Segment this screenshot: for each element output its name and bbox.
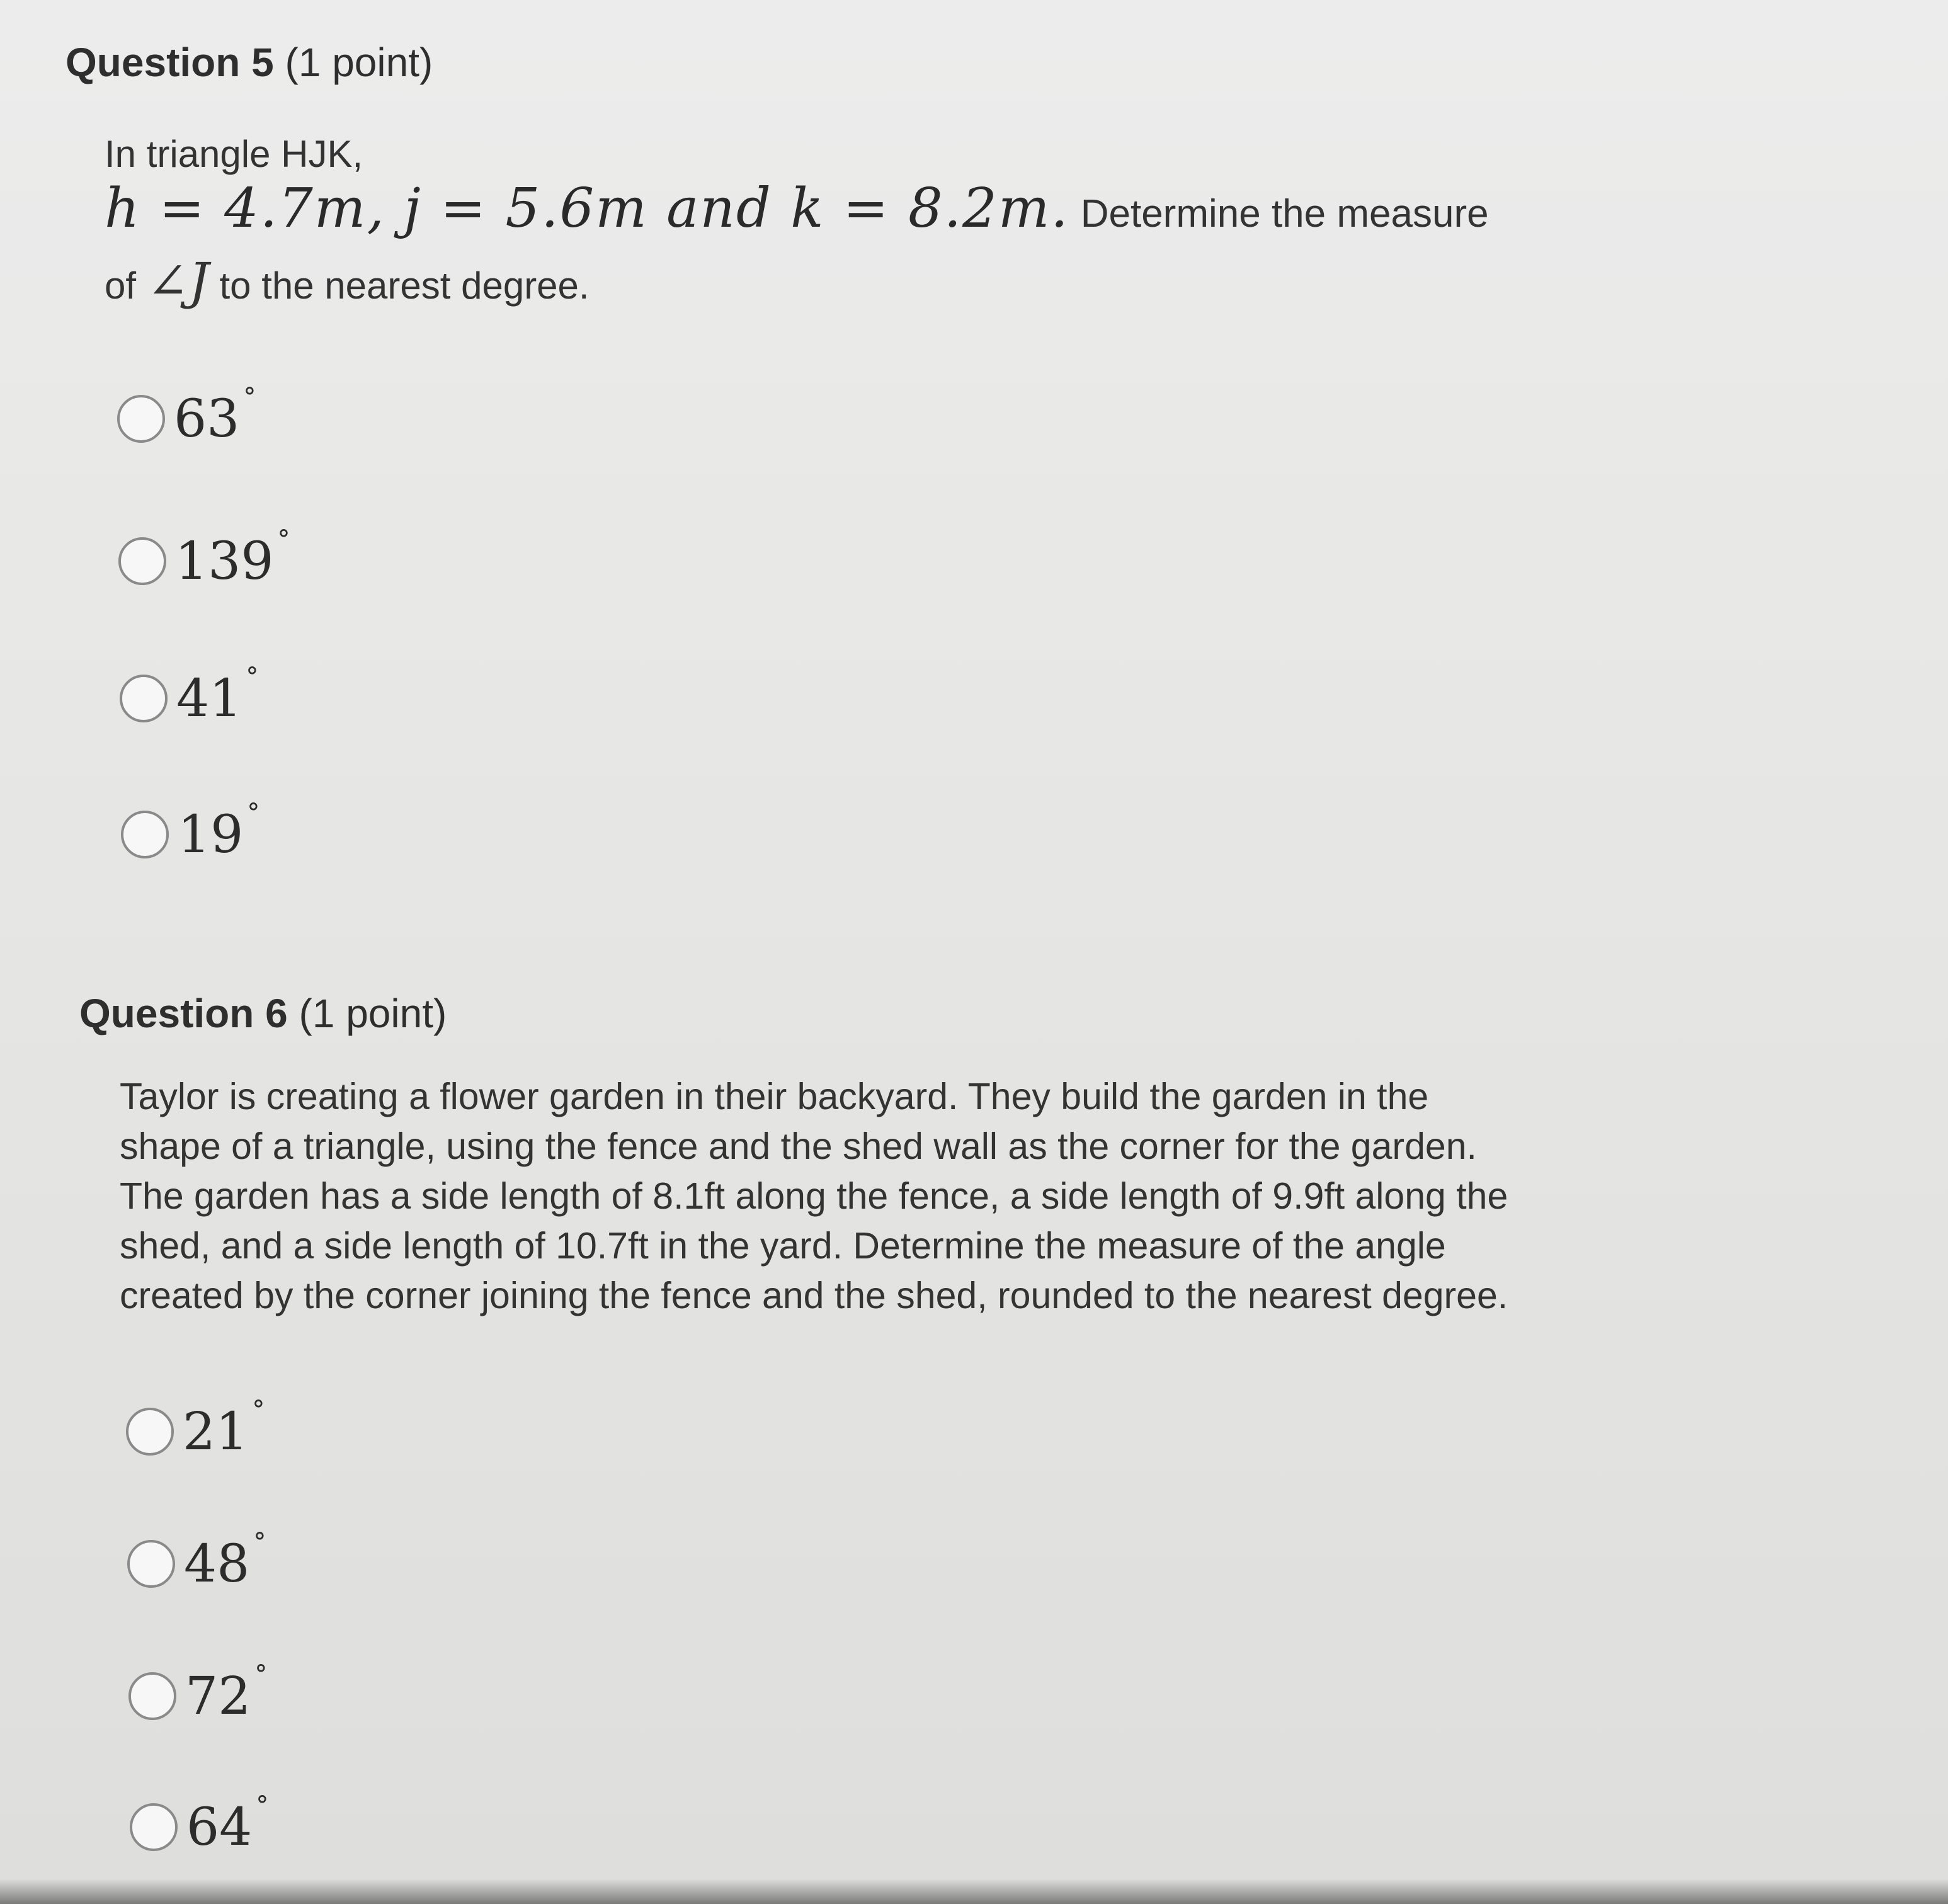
question-6-option-4[interactable]	[130, 1793, 268, 1862]
question-5-option-4[interactable]	[121, 800, 259, 869]
screen-bottom-edge	[0, 1879, 1948, 1904]
degree-symbol: °	[256, 1791, 269, 1820]
question-6-text-line: shape of a triangle, using the fence and the shed wall as the corner for the garden.	[120, 1126, 1477, 1167]
question-5-side-lengths: h = 4.7m, j = 5.6m and k = 8.2m.	[105, 177, 1069, 240]
degree-symbol: °	[243, 383, 256, 412]
angle-j-symbol: ∠J	[146, 252, 209, 311]
radio-button[interactable]	[121, 811, 169, 858]
question-5-text-line-1: In triangle HJK,	[105, 133, 363, 175]
option-value: 72	[185, 1666, 251, 1726]
question-5-text-line-2	[105, 177, 1489, 240]
question-5-option-2[interactable]	[118, 527, 290, 596]
option-value: 41	[176, 668, 242, 729]
question-5-option-3[interactable]	[120, 664, 258, 733]
question-5-title	[66, 39, 433, 86]
degree-symbol: °	[246, 663, 259, 692]
degree-symbol: °	[247, 799, 260, 828]
question-6-label: Question 6	[79, 991, 288, 1036]
option-value: 21	[183, 1401, 249, 1462]
radio-button[interactable]	[126, 1408, 174, 1456]
option-value: 19	[178, 804, 244, 865]
question-6-option-3[interactable]	[128, 1662, 267, 1731]
question-6-text-line: shed, and a side length of 10.7ft in the yard. Determine the measure of the angle	[120, 1225, 1446, 1267]
question-6-text	[120, 1072, 1732, 1321]
degree-symbol: °	[254, 1660, 268, 1689]
question-5-option-1[interactable]	[117, 384, 256, 453]
question-5-points: (1 point)	[285, 40, 433, 85]
option-value: 64	[186, 1797, 253, 1857]
radio-button[interactable]	[127, 1540, 175, 1588]
question-5-instruction: Determine the measure	[1080, 192, 1489, 236]
radio-button[interactable]	[120, 675, 168, 722]
radio-button[interactable]	[130, 1803, 178, 1851]
radio-button[interactable]	[117, 395, 165, 443]
question-5-rounding: to the nearest degree.	[219, 265, 590, 307]
question-6-points: (1 point)	[299, 991, 447, 1036]
degree-symbol: °	[253, 1528, 266, 1557]
question-6-option-2[interactable]	[127, 1529, 266, 1599]
option-value: 63	[174, 389, 240, 449]
question-6-text-line: Taylor is creating a flower garden in their backyard. They build the garden in the	[120, 1076, 1429, 1117]
question-6-option-1[interactable]	[126, 1397, 265, 1466]
degree-symbol: °	[252, 1396, 265, 1425]
question-6-text-line: created by the corner joining the fence and the shed, rounded to the nearest degree.	[120, 1275, 1508, 1316]
question-6-text-line: The garden has a side length of 8.1ft along the fence, a side length of 9.9ft along the	[120, 1175, 1508, 1217]
question-5-label: Question 5	[66, 40, 274, 85]
question-5-text-line-3	[105, 252, 590, 311]
option-value: 48	[184, 1534, 250, 1594]
question-5-of: of	[105, 265, 137, 307]
question-6-title	[79, 990, 447, 1037]
option-value: 139	[175, 531, 274, 591]
radio-button[interactable]	[118, 537, 166, 585]
degree-symbol: °	[277, 525, 290, 554]
radio-button[interactable]	[128, 1672, 176, 1720]
